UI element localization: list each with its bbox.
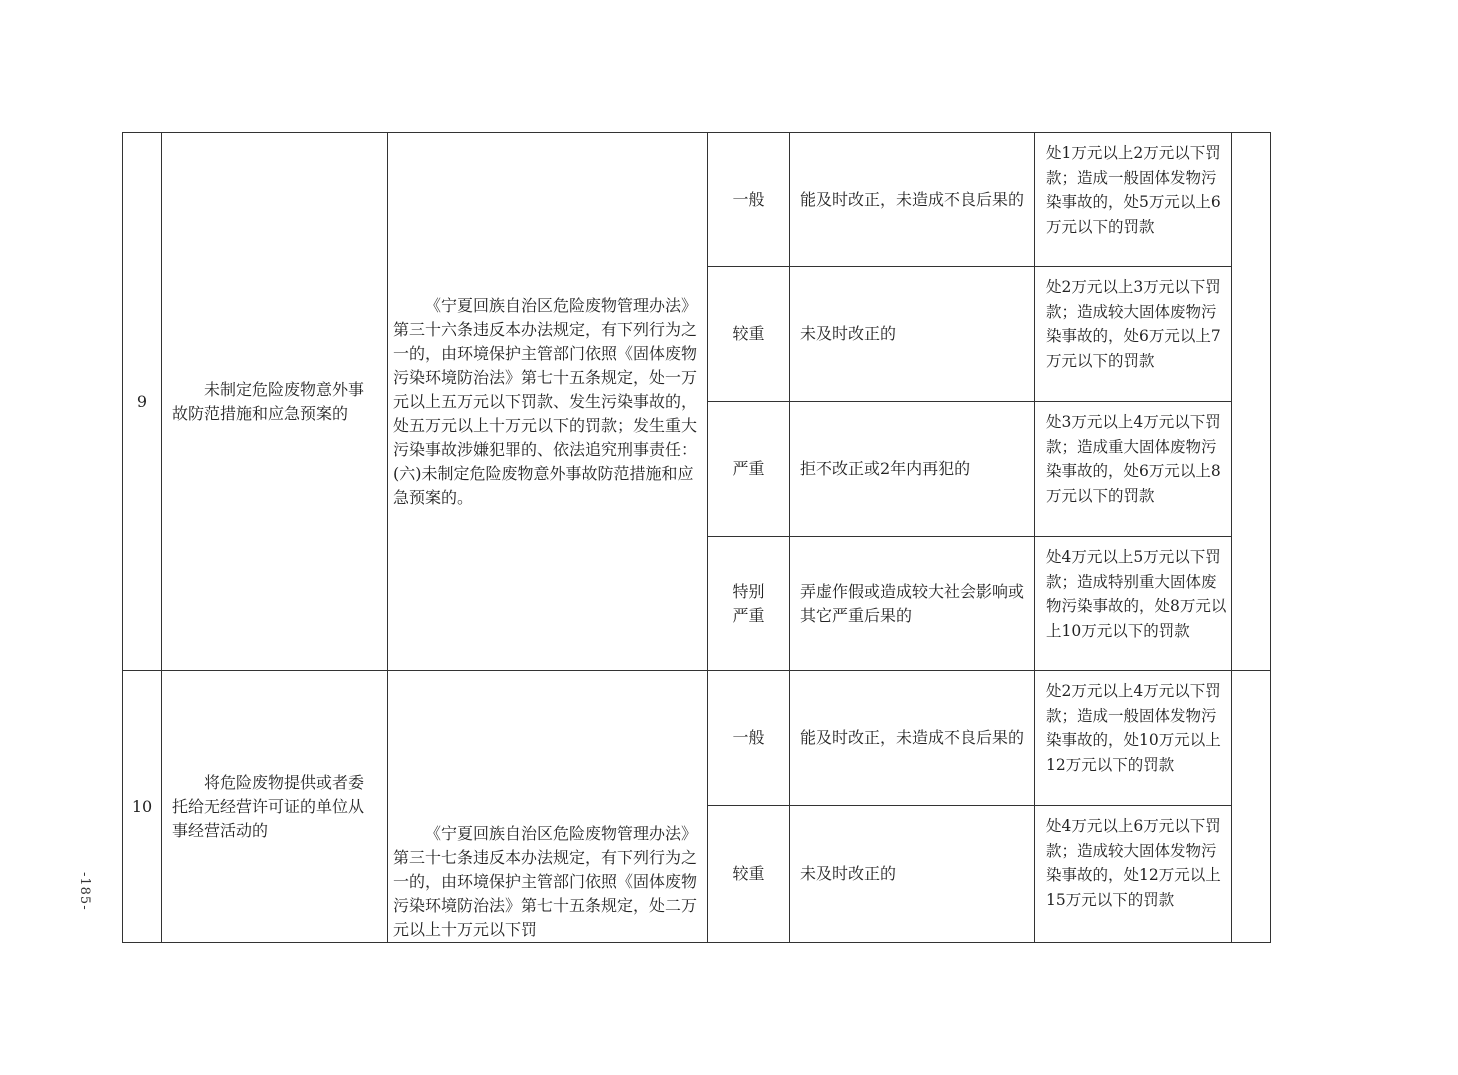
- grade-level-cell: [708, 806, 790, 943]
- penalty-cell: [1035, 133, 1232, 267]
- row-number: 10: [131, 796, 153, 816]
- penalty-cell: [1035, 806, 1232, 943]
- grade-condition: 未及时改正的: [800, 864, 897, 883]
- grade-level: 严重: [732, 459, 765, 478]
- page-number: -185-: [77, 872, 92, 911]
- grade-condition-cell: [790, 402, 1035, 537]
- penalty-text: 处4万元以上6万元以下罚款；造成较大固体发物污染事故的，处12万元以上15万元以下的罚款: [1046, 817, 1221, 909]
- grade-level-cell: [708, 537, 790, 671]
- grade-condition: 弄虚作假或造成较大社会影响或其它严重后果的: [800, 581, 1025, 625]
- legal-basis-cell: [388, 671, 708, 943]
- penalty-cell: [1035, 537, 1232, 671]
- grade-level-cell: [708, 402, 790, 537]
- grade-condition-cell: [790, 671, 1035, 806]
- grade-level-cell: [708, 133, 790, 267]
- remarks-cell: [1232, 133, 1271, 671]
- penalty-cell: [1035, 267, 1232, 402]
- penalty-standard-table: [122, 132, 1271, 943]
- penalty-text: 处2万元以上3万元以下罚款；造成较大固体废物污染事故的，处6万元以上7万元以下的罚款: [1046, 278, 1221, 370]
- legal-basis: 《宁夏回族自治区危险废物管理办法》第三十七条违反本办法规定，有下列行为之一的，由环境保护主管部门依照《固体废物污染环境防治法》第七十五条规定，处二万元以上十万元以下罚: [393, 824, 698, 939]
- grade-condition-cell: [790, 267, 1035, 402]
- violation-item-cell: [162, 671, 388, 943]
- legal-basis: 《宁夏回族自治区危险废物管理办法》第三十六条违反本办法规定，有下列行为之一的，由环境保护主管部门依照《固体废物污染环境防治法》第七十五条规定，处一万元以上五万元以下罚款、发生污染事故的，处五万元以上十万元以下的罚款；发生重大污染事故涉嫌犯罪的、依法追究刑事责任：(六)未制定危险废物意外事故防范措施和应急预案的。: [393, 295, 698, 507]
- penalty-text: 处2万元以上4万元以下罚款；造成一般固体发物污染事故的，处10万元以上12万元以下的罚款: [1046, 682, 1221, 774]
- penalty-cell: [1035, 671, 1232, 806]
- grade-level: 较重: [732, 864, 765, 883]
- violation-item-cell: [162, 133, 388, 671]
- grade-level-cell: [708, 267, 790, 402]
- penalty-cell: [1035, 402, 1232, 537]
- legal-basis-cell: [388, 133, 708, 671]
- grade-condition-cell: [790, 537, 1035, 671]
- violation-item: 未制定危险废物意外事故防范措施和应急预案的: [172, 379, 365, 423]
- grade-level: 一般: [732, 189, 765, 209]
- penalty-text: 处4万元以上5万元以下罚款；造成特别重大固体废物污染事故的，处8万元以上10万元以下的罚款: [1046, 548, 1227, 640]
- grade-condition-cell: [790, 806, 1035, 943]
- grade-level-cell: [708, 671, 790, 806]
- table-row: [123, 671, 1271, 806]
- row-number-cell: [123, 133, 162, 671]
- penalty-text: 处3万元以上4万元以下罚款；造成重大固体废物污染事故的，处6万元以上8万元以下的罚款: [1046, 413, 1221, 505]
- penalty-text: 处1万元以上2万元以下罚款；造成一般固体发物污染事故的，处5万元以上6万元以下的罚款: [1046, 144, 1221, 236]
- grade-condition: 拒不改正或2年内再犯的: [800, 459, 971, 478]
- violation-item: 将危险废物提供或者委托给无经营许可证的单位从事经营活动的: [172, 772, 365, 840]
- row-number: 9: [136, 391, 148, 411]
- grade-condition: 能及时改正，未造成不良后果的: [800, 189, 1025, 209]
- grade-level: 一般: [732, 728, 765, 747]
- grade-condition: 能及时改正，未造成不良后果的: [800, 728, 1025, 747]
- grade-condition-cell: [790, 133, 1035, 267]
- grade-level: 较重: [732, 324, 765, 343]
- table-row: [123, 133, 1271, 267]
- grade-condition: 未及时改正的: [800, 324, 897, 343]
- remarks-cell: [1232, 671, 1271, 943]
- row-number-cell: [123, 671, 162, 943]
- grade-level: 特别严重: [732, 581, 765, 625]
